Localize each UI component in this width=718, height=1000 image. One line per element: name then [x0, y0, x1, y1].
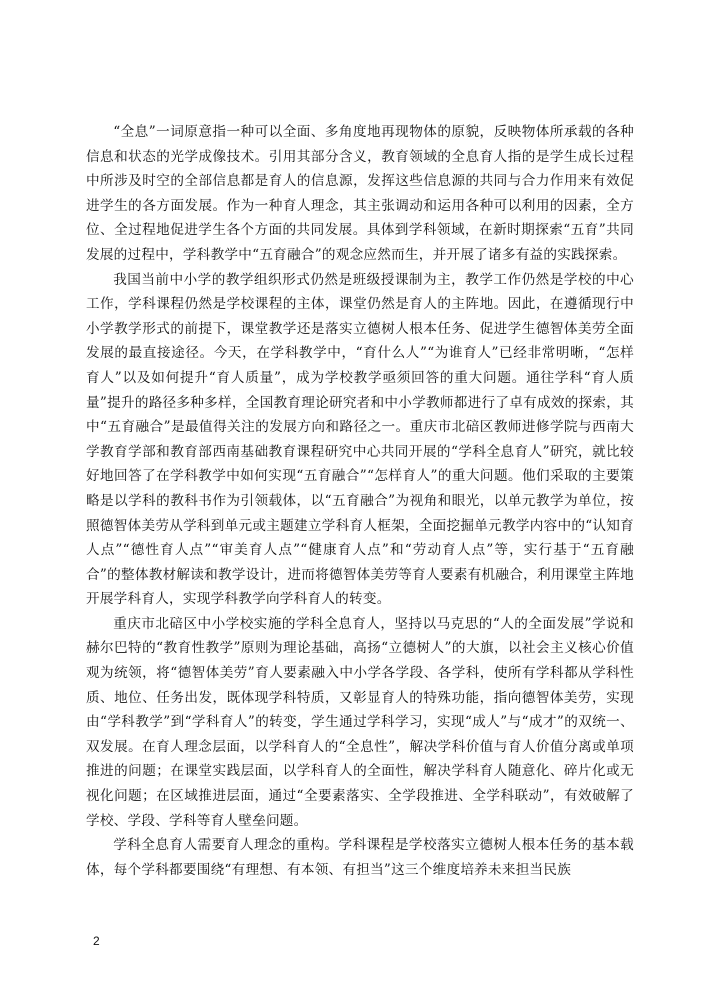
body-text: [86, 120, 634, 882]
paragraph-1: “全息”一词原意指一种可以全面、多角度地再现物体的原貌，反映物体所承载的各种信息和状态的光学成像技术。引用其部分含义，教育领域的全息育人指的是学生成长过程中所涉及时空的全部信息都是育人的信息源，发挥这些信息源的共同与合力作用来有效促进学生的各方面发展。作为一种育人理念，其主张调动和运用各种可以利用的因素，全方位、全过程地促进学生各个方面的共同发展。具体到学科领域，在新时期探索“五育”共同发展的过程中，学科教学中“五育融合”的观念应然而生，并开展了诸多有益的实践探索。: [86, 124, 634, 263]
paragraph-2: 我国当前中小学的教学组织形式仍然是班级授课制为主，教学工作仍然是学校的中心工作，学科课程仍然是学校课程的主体，课堂仍然是育人的主阵地。因此，在遵循现行中小学教学形式的前提下，课堂教学还是落实立德树人根本任务、促进学生德智体美劳全面发展的最直接途径。今天，在学科教学中，“育什么人”“为谁育人”已经非常明晰，“怎样育人”以及如何提升“育人质量”，成为学校教学亟须回答的重大问题。通往学科“育人质量”提升的路径多种多样，全国教育理论研究者和中小学教师都进行了卓有成效的探索，其中“五育融合”是最值得关注的发展方向和路径之一。重庆市北碚区教师进修学院与西南大学教育学部和教育部西南基础教育课程研究中心共同开展的“学科全息育人”研究，就比较好地回答了在学科教学中如何实现“五育融合”“怎样育人”的重大问题。他们采取的主要策略是以学科的教科书作为引领载体，以“五育融合”为视角和眼光，以单元教学为单位，按照德智体美劳从学科到单元或主题建立学科育人框架，全面挖掘单元教学内容中的“认知育人点”“德性育人点”“审美育人点”“健康育人点”和“劳动育人点”等，实行基于“五育融合”的整体教材解读和教学设计，进而将德智体美劳等育人要素有机融合，利用课堂主阵地开展学科育人，实现学科教学向学科育人的转变。: [86, 271, 634, 608]
paragraph-4: 学科全息育人需要育人理念的重构。学科课程是学校落实立德树人根本任务的基本载体，每个学科都要围绕“有理想、有本领、有担当”这三个维度培养未来担当民族: [86, 837, 634, 878]
paragraph-3: 重庆市北碚区中小学校实施的学科全息育人，坚持以马克思的“人的全面发展”学说和赫尔巴特的“教育性教学”原则为理论基础，高扬“立德树人”的大旗，以社会主义核心价值观为统领，将“德智体美劳”育人要素融入中小学各学段、各学科，使所有学科都从学科性质、地位、任务出发，既体现学科特质，又彰显育人的特殊功能，指向德智体美劳，实现由“学科教学”到“学科育人”的转变，学生通过学科学习，实现“成人”与“成才”的双统一、双发展。在育人理念层面，以学科育人的“全息性”，解决学科价值与育人价值分离或单项推进的问题；在课堂实践层面，以学科育人的全面性，解决学科育人随意化、碎片化或无视化问题；在区域推进层面，通过“全要素落实、全学段推进、全学科联动”，有效破解了学校、学段、学科等育人壁垒问题。: [86, 615, 634, 829]
page-number: 2: [93, 934, 100, 948]
